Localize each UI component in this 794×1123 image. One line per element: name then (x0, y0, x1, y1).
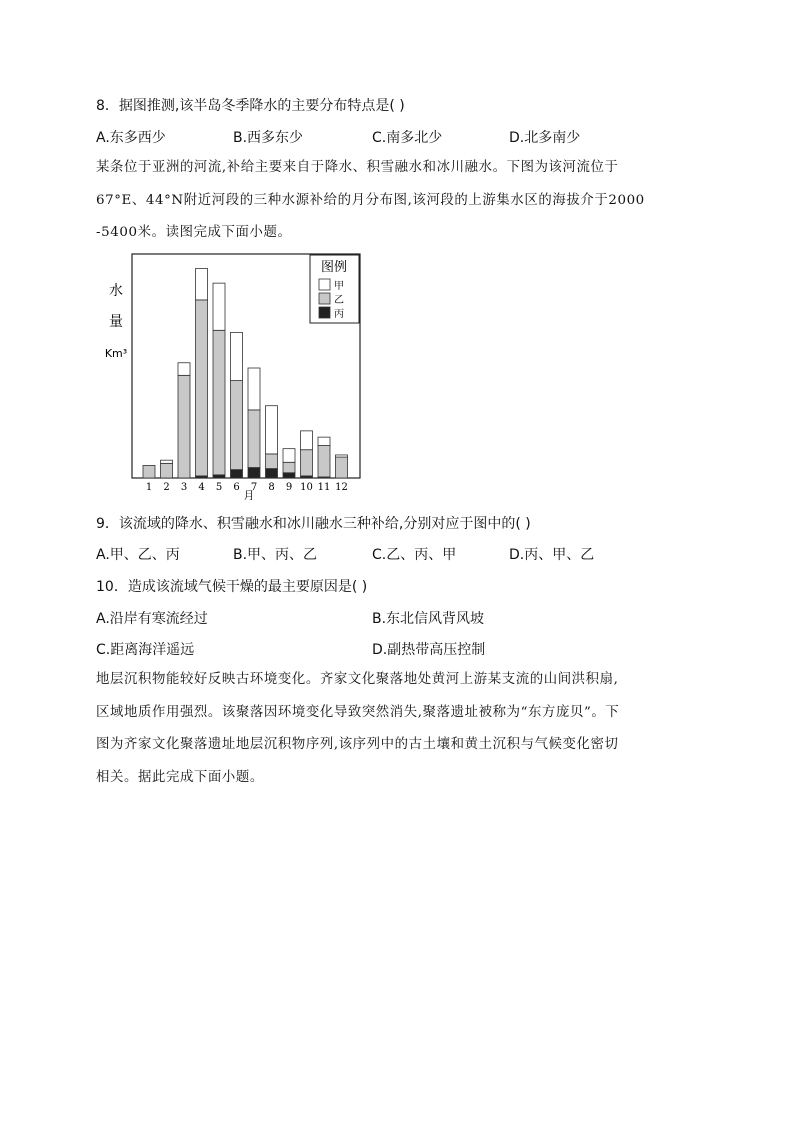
question-8-stem: 8．据图推测,该半岛冬季降水的主要分布特点是( ) (96, 98, 405, 114)
legend-label-丙: 丙 (334, 309, 344, 320)
bar-segment-乙-9 (283, 462, 295, 472)
legend-swatch-乙 (319, 293, 330, 304)
legend (310, 255, 359, 323)
y-axis-label (105, 282, 127, 360)
x-tick-label: 2 (163, 482, 170, 493)
y-axis-label-part: 量 (109, 314, 123, 330)
legend-title: 图例 (320, 260, 348, 275)
q9-option-a[interactable]: A.甲、乙、丙 (96, 547, 180, 563)
question-10-stem: 10．造成该流域气候干燥的最主要原因是( ) (96, 579, 368, 595)
bar-segment-甲-10 (301, 431, 313, 450)
bar-segment-丙-9 (283, 473, 295, 478)
bar-segment-丙-8 (266, 469, 278, 478)
q9-option-d[interactable]: D.丙、甲、乙 (509, 547, 595, 563)
y-axis-label-part: Km³ (104, 347, 128, 360)
q10-option-c[interactable]: C.距离海洋遥远 (96, 642, 195, 658)
question-9-stem: 9．该流域的降水、积雪融水和冰川融水三种补给,分别对应于图中的( ) (96, 516, 531, 532)
x-tick-label: 6 (233, 482, 240, 493)
bar-segment-乙-2 (161, 463, 173, 478)
bar-segment-甲-5 (213, 283, 225, 330)
bar-segment-甲-9 (283, 449, 295, 463)
legend-label-甲: 甲 (334, 281, 344, 292)
x-tick-label: 10 (300, 482, 313, 493)
q8-option-b[interactable]: B.西多东少 (233, 130, 304, 146)
material-2-line: 相关。据此完成下面小题。 (96, 769, 264, 785)
bar-segment-乙-1 (143, 465, 155, 478)
bar-segment-乙-12 (336, 457, 348, 478)
bar-segment-甲-3 (178, 363, 190, 376)
bar-segment-丙-5 (213, 475, 225, 478)
bar-segment-丙-7 (248, 468, 260, 478)
bar-segment-甲-2 (161, 460, 173, 463)
river-recharge-chart (98, 250, 368, 500)
q10-option-a[interactable]: A.沿岸有寒流经过 (96, 611, 208, 627)
material-2-line: 地层沉积物能较好反映古环境变化。齐家文化聚落地处黄河上游某支流的山间洪积扇, (96, 672, 619, 687)
material-2-line: 区域地质作用强烈。该聚落因环境变化导致突然消失,聚落遗址被称为“东方庞贝”。下 (96, 704, 620, 720)
bar-segment-丙-6 (231, 470, 243, 478)
bar-segment-乙-4 (196, 300, 208, 476)
material-2 (96, 664, 700, 794)
x-tick-label: 9 (285, 482, 293, 493)
x-tick-label: 4 (198, 482, 205, 493)
bar-segment-甲-8 (266, 406, 278, 454)
bar-segment-甲-6 (231, 332, 243, 380)
x-tick-label: 3 (180, 482, 188, 493)
x-tick-label: 11 (317, 482, 331, 493)
material-1-line: 某条位于亚洲的河流,补给主要来自于降水、积雪融水和冰川融水。下图为该河流位于 (96, 160, 619, 175)
bar-segment-乙-5 (213, 330, 225, 475)
q8-option-a[interactable]: A.东多西少 (96, 130, 166, 146)
x-tick-label: 7 (250, 482, 258, 493)
material-2-line: 图为齐家文化聚落遗址地层沉积物序列,该序列中的古土壤和黄土沉积与气候变化密切 (96, 737, 619, 753)
y-axis-label-part: 水 (109, 283, 123, 299)
q8-option-d[interactable]: D.北多南少 (509, 130, 581, 146)
legend-swatch-丙 (319, 307, 330, 318)
material-1-line: 67°E、44°N附近河段的三种水源补给的月分布图,该河段的上游集水区的海拔介于2000 (96, 192, 645, 208)
bar-segment-甲-12 (336, 455, 348, 457)
x-tick-label: 12 (335, 482, 348, 493)
bar-segment-乙-3 (178, 375, 190, 478)
bar-segment-乙-7 (248, 410, 260, 468)
x-tick-label: 1 (145, 482, 153, 493)
bar-segment-甲-7 (248, 368, 260, 410)
legend-swatch-甲 (319, 279, 330, 290)
material-1-line: -5400米。读图完成下面小题。 (96, 225, 292, 241)
bar-segment-乙-8 (266, 454, 278, 469)
bar-segment-甲-4 (196, 268, 208, 299)
q10-option-b[interactable]: B.东北信风背风坡 (372, 611, 485, 627)
x-tick-label: 5 (215, 482, 223, 493)
material-1 (96, 152, 700, 250)
q8-option-c[interactable]: C.南多北少 (372, 130, 443, 146)
x-axis-label: 月 (243, 489, 255, 500)
x-tick-label: 8 (268, 482, 275, 493)
bar-segment-甲-11 (318, 437, 330, 445)
q9-option-c[interactable]: C.乙、丙、甲 (372, 547, 457, 563)
legend-label-乙: 乙 (334, 295, 344, 306)
q9-option-b[interactable]: B.甲、丙、乙 (233, 547, 318, 563)
bar-segment-乙-10 (301, 450, 313, 476)
q10-option-d[interactable]: D.副热带高压控制 (372, 642, 486, 658)
bar-segment-乙-11 (318, 446, 330, 477)
bar-segment-乙-6 (231, 381, 243, 470)
